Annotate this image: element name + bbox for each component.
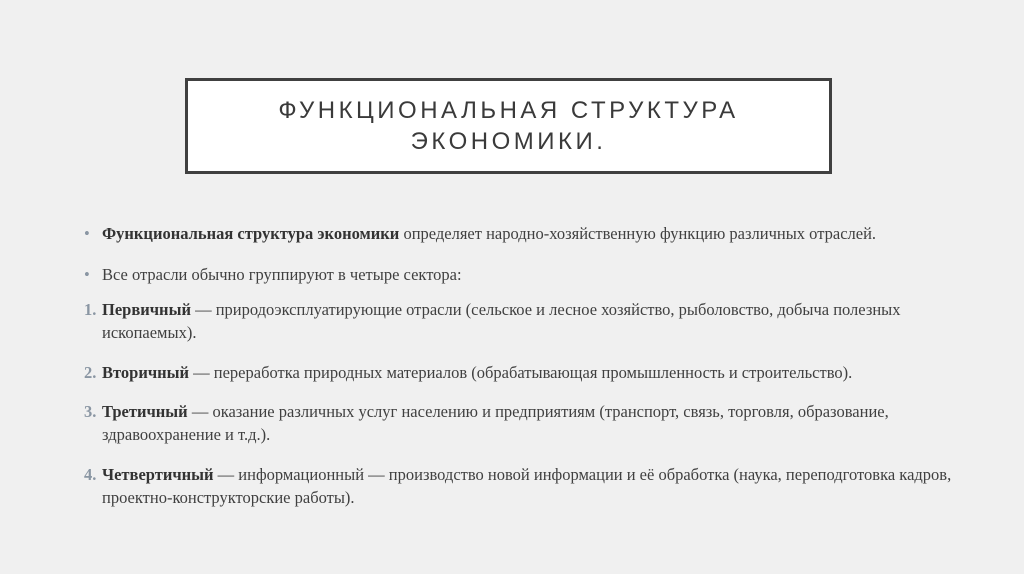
sector-number: 1.: [84, 300, 97, 319]
bullet-marker: •: [84, 224, 90, 243]
sector-item-primary: [84, 298, 974, 344]
bullet-marker: •: [84, 265, 90, 284]
sector-description: — природоэксплуатирующие отрасли (сельское и лесное хозяйство, рыболовство, добыча полезных ископаемых).: [102, 300, 901, 342]
bullet-item-definition: [84, 222, 974, 245]
bullet-bold-term: Функциональная структура экономики: [102, 224, 400, 243]
sector-number: 3.: [84, 402, 97, 421]
bullet-text: определяет народно-хозяйственную функцию различных отраслей.: [399, 224, 877, 243]
sector-name: Четвертичный: [102, 465, 214, 484]
sector-item-secondary: [84, 361, 974, 384]
title-box: [185, 78, 832, 174]
sector-name: Третичный: [102, 402, 188, 421]
slide-title-line-2: ЭКОНОМИКИ.: [410, 128, 607, 155]
sector-description: — информационный — производство новой информации и её обработка (наука, переподготовка кадров, проектно-конструкторские работы).: [102, 465, 952, 507]
sector-number: 2.: [84, 363, 97, 382]
slide-title-line-1: ФУНКЦИОНАЛЬНАЯ СТРУКТУРА: [278, 97, 739, 124]
sector-item-tertiary: [84, 400, 974, 446]
bullet-item-grouping: [84, 263, 974, 286]
bullet-text: Все отрасли обычно группируют в четыре сектора:: [102, 265, 462, 284]
sector-description: — оказание различных услуг населению и предприятиям (транспорт, связь, торговля, образование, здравоохранение и т.д.).: [102, 402, 889, 444]
sector-name: Первичный: [102, 300, 191, 319]
sector-item-quaternary: [84, 463, 974, 509]
content-body: [84, 222, 974, 509]
sector-number: 4.: [84, 465, 97, 484]
sector-description: — переработка природных материалов (обрабатывающая промышленность и строительство).: [189, 363, 853, 382]
sector-name: Вторичный: [102, 363, 190, 382]
